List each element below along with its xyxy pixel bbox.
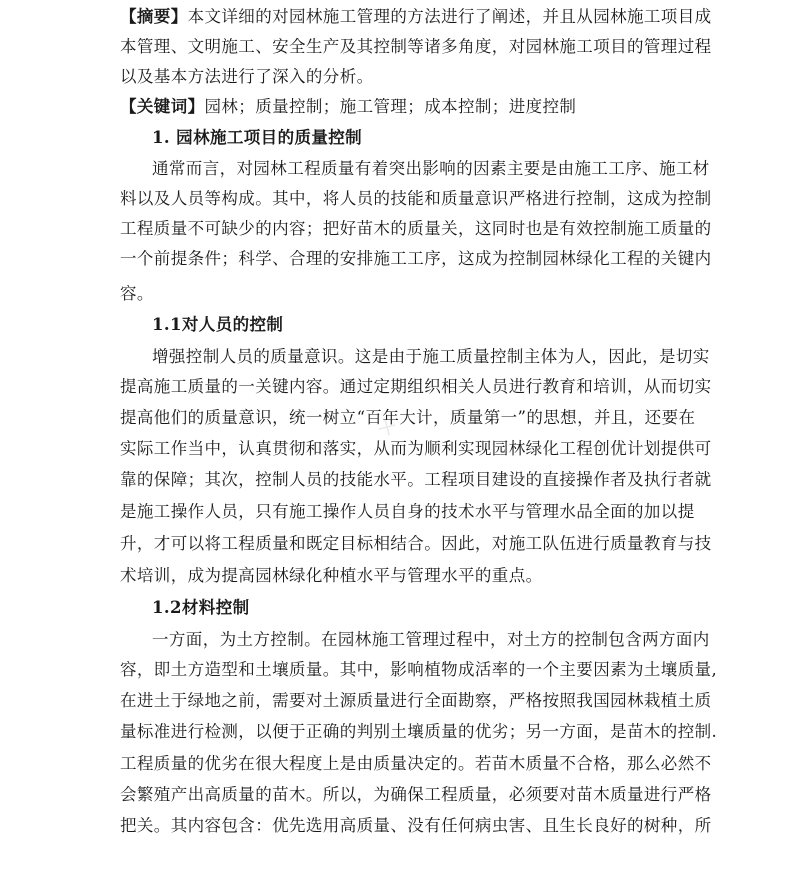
section-1-1-heading: 1.1对人员的控制 [152,315,284,334]
section-1-1-paragraph-line: 升，才可以将工程质量和既定目标相结合。因此，对施工队伍进行质量教育与技 [120,534,712,553]
section-1-paragraph-line: 料以及人员等构成。其中，将人员的技能和质量意识严格进行控制，这成为控制 [120,189,712,208]
keywords-text: 园林；质量控制；施工管理；成本控制；进度控制 [204,97,577,116]
keywords-line [120,93,576,121]
section-1-paragraph-line: 一个前提条件；科学、合理的安排施工工序，这成为控制园林绿化工程的关键内 [120,249,712,268]
section-1-paragraph-line: 通常而言，对园林工程质量有着突出影响的因素主要是由施工工序、施工材 [152,159,710,178]
section-1-1-paragraph-line: 是施工操作人员，只有施工操作人员自身的技术水平与管理水品全面的加以提 [120,502,695,521]
section-1-2-paragraph-line: 一方面，为土方控制。在园林施工管理过程中，对土方的控制包含两方面内 [152,630,710,649]
abstract-line-2: 本管理、文明施工、安全生产及其控制等诸多角度，对园林施工项目的管理过程 [120,37,712,56]
section-1-paragraph-line: 容。 [120,284,154,303]
section-1-1-paragraph-line: 实际工作当中，认真贯彻和落实，从而为顺利实现园林绿化工程创优计划提供可 [120,439,712,458]
section-1-1-paragraph-line: 术培训，成为提高园林绿化种植水平与管理水平的重点。 [120,566,543,585]
section-1-1-paragraph-line: 靠的保障；其次，控制人员的技能水平。工程项目建设的直接操作者及执行者就 [120,470,712,489]
section-1-2-paragraph-line: 在进土于绿地之前，需要对土源质量进行全面勘察，严格按照我国园林栽植土质 [120,691,712,710]
section-1-1-paragraph-line: 增强控制人员的质量意识。这是由于施工质量控制主体为人，因此，是切实 [152,347,710,366]
section-1-2-paragraph-line: 容，即土方造型和土壤质量。其中，影响植物成活率的一个主要因素为土壤质量, [120,660,718,679]
section-1-2-paragraph-line: 工程质量的优劣在很大程度上是由质量决定的。若苗木质量不合格，那么必然不 [120,754,712,773]
section-1-heading: 1. 园林施工项目的质量控制 [152,128,363,147]
abstract-text-1: 本文详细的对园林施工管理的方法进行了阐述，并且从园林施工项目成 [187,7,712,26]
section-1-1-paragraph-line: 提高施工质量的一关键内容。通过定期组织相关人员进行教育和培训，从而切实 [120,377,712,396]
abstract-label: 【摘要】 [120,7,188,26]
keywords-label: 【关键词】 [120,97,205,116]
section-1-2-paragraph-line: 会繁殖产出高质量的苗木。所以，为确保工程质量，必须要对苗木质量进行严格 [120,785,712,804]
abstract-line-1 [120,3,712,31]
section-1-2-heading: 1.2材料控制 [152,598,250,617]
section-1-paragraph-line: 工程质量不可缺少的内容；把好苗木的质量关，这同时也是有效控制施工质量的 [120,219,712,238]
abstract-line-3: 以及基本方法进行了深入的分析。 [120,67,374,86]
section-1-2-paragraph-line: 把关。其内容包含：优先选用高质量、没有任何病虫害、且生长良好的树种，所 [120,816,712,835]
section-1-1-paragraph-line: 提高他们的质量意识，统一树立“百年大计，质量第一”的思想，并且，还要在 [120,408,696,427]
section-1-2-paragraph-line: 量标准进行检测，以便于正确的判别土壤质量的优劣；另一方面，是苗木的控制. [120,722,718,741]
